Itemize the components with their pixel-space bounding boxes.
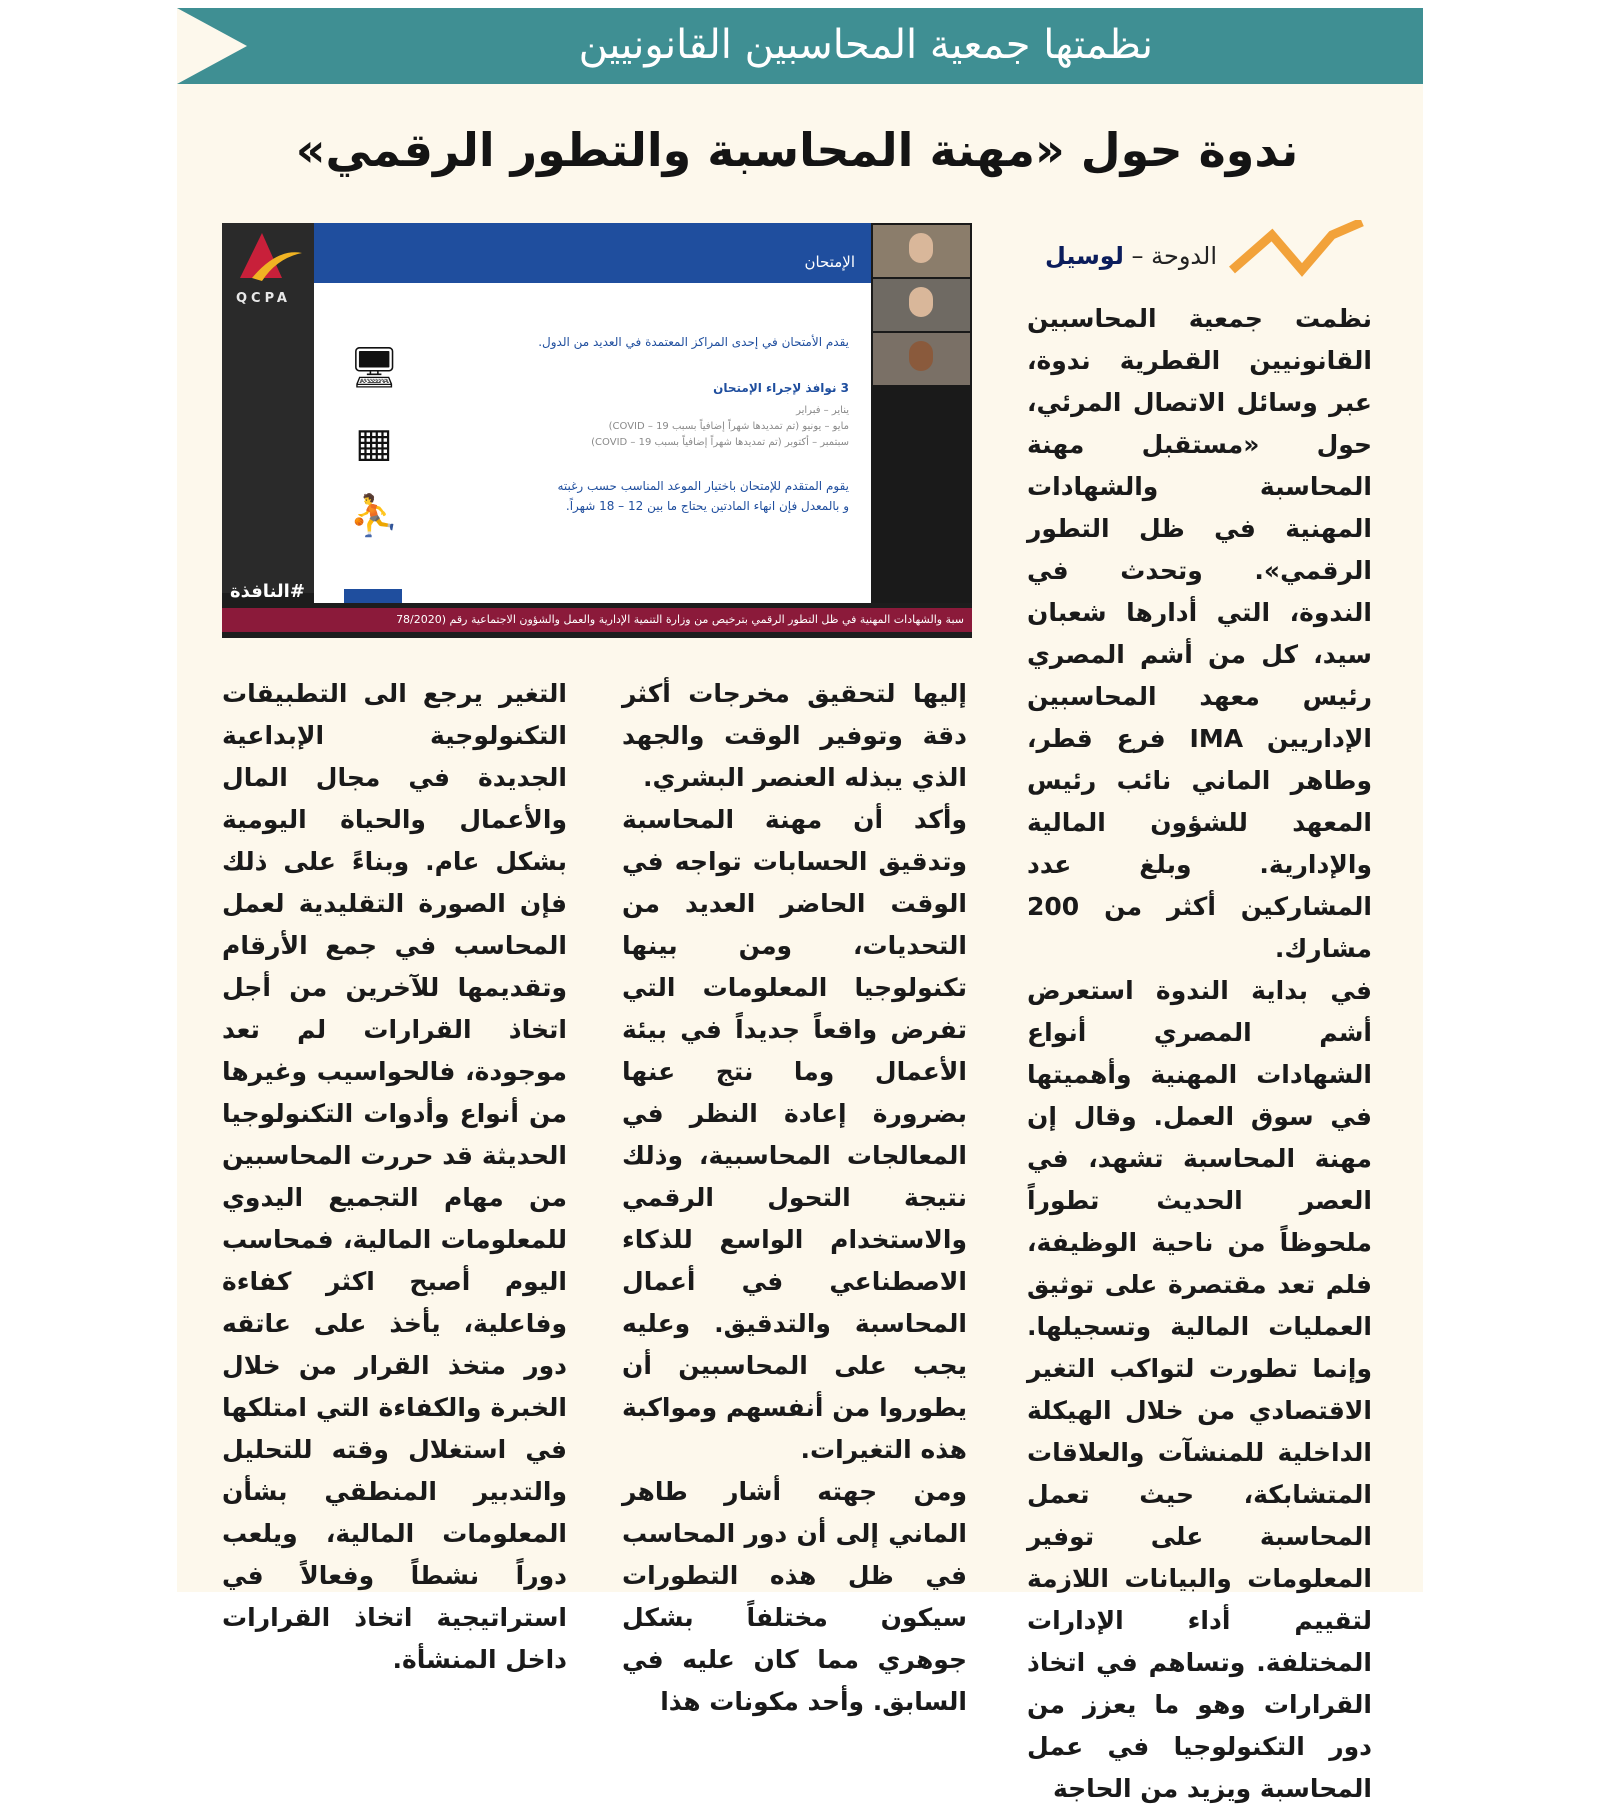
slide-title-bar	[314, 223, 871, 283]
computer-icon: 🖥	[348, 345, 400, 391]
byline-city: الدوحة –	[1123, 242, 1217, 270]
paragraph: في بداية الندوة استعرض أشم المصري أنواع الشهادات المهنية وأهميتها في سوق العمل. وقال إن مهنة المحاسبة تشهد، في العصر الحديث تطوراً ملحوظاً من ناحية الوظيفة، فلم تعد مقتصرة على توثيق العمليات المالية وتسجيلها. وإنما تطورت لتواكب التغير الاقتصادي من خلال الهيكلة الداخلية للمنشآت والعلاقات المتشابكة، حيث تعمل المحاسبة على توفير المعلومات والبيانات اللازمة لتقييم أداء الإدارات المختلفة. وتساهم في اتخاذ القرارات وهو ما يعزز من دور التكنولوجيا في عمل المحاسبة ويزيد من الحاجة	[1027, 976, 1372, 1803]
slide-line: و بالمعدل فإن انهاء المادتين يحتاج ما بين 12 – 18 شهراً.	[565, 499, 849, 513]
article-column-1	[1027, 298, 1372, 1810]
paragraph: ومن جهته أشار طاهر الماني إلى أن دور المحاسب في ظل هذه التطورات سيكون مختلفاً بشكل جوهري مما كان عليه في السابق. وأحد مكونات هذا	[622, 1477, 967, 1716]
qcpa-logo-text: QCPA	[236, 291, 291, 306]
hashtag: #النافذة	[230, 581, 305, 602]
slide-line: سبتمبر – أكتوبر (تم تمديدها شهراً إضافياً بسبب 19 – COVID)	[591, 437, 849, 448]
participant-video	[873, 225, 970, 277]
paragraph: وأكد أن مهنة المحاسبة وتدقيق الحسابات تواجه في الوقت الحاضر العديد من التحديات، ومن بينها تكنولوجيا المعلومات التي تفرض واقعاً جديداً في بيئة الأعمال وما نتج عنها بضرورة إعادة النظر في المعالجات المحاسبية، وذلك نتيجة التحول الرقمي والاستخدام الواسع للذكاء الاصطناعي في أعمال المحاسبة والتدقيق. وعليه يجب على المحاسبين أن يطوروا من أنفسهم ومواكبة هذه التغيرات.	[622, 805, 967, 1464]
banner-title: نظمتها جمعية المحاسبين القانونيين	[578, 22, 1153, 68]
participant-video	[873, 333, 970, 385]
slide-line: يناير – فبراير	[796, 405, 849, 416]
byline-text	[1045, 242, 1217, 270]
paragraph: إليها لتحقيق مخرجات أكثر دقة وتوفير الوقت والجهد الذي يبذله العنصر البشري.	[622, 679, 967, 792]
classroom-icon: ⛹	[349, 493, 399, 539]
calendar-icon: ▦	[355, 420, 393, 466]
slide-line: يقوم المتقدم للإمتحان باختيار الموعد المناسب حسب رغبته	[557, 479, 849, 493]
presentation-slide	[314, 283, 871, 603]
byline	[1027, 220, 1367, 290]
byline-source: لوسيل	[1044, 242, 1124, 270]
article-headline: ندوة حول «مهنة المحاسبة والتطور الرقمي»	[295, 123, 1299, 177]
slide-button	[344, 589, 402, 603]
article-column-2	[622, 673, 967, 1723]
paragraph: التغير يرجع الى التطبيقات التكنولوجية الإبداعية الجديدة في مجال المال والأعمال والحياة اليومية بشكل عام. وبناءً على ذلك فإن الصورة التقليدية لعمل المحاسب في جمع الأرقام وتقديمها للآخرين من أجل اتخاذ القرارات لم تعد موجودة، فالحواسيب وغيرها من أنواع وأدوات التكنولوجيا الحديثة قد حررت المحاسبين من مهام التجميع اليدوي للمعلومات المالية، فمحاسب اليوم أصبح اكثر كفاءة وفاعلية، يأخذ على عاتقه دور متخذ القرار من خلال الخبرة والكفاءة التي امتلكها في استغلال وقته للتحليل والتدبير المنطقي بشأن المعلومات المالية، ويلعب دوراً نشطاً وفعالاً في استراتيجية اتخاذ القرارات داخل المنشأة.	[222, 679, 567, 1674]
section-banner	[177, 8, 1423, 84]
news-ticker: سبة والشهادات المهنية في ظل التطور الرقمي بترخيص من وزارة التنمية الإدارية والعمل والشؤون الاجتماعية رقم (78/2020	[222, 608, 972, 632]
paragraph: نظمت جمعية المحاسبين القانونيين القطرية ندوة، عبر وسائل الاتصال المرئي، حول «مستقبل مهنة المحاسبة والشهادات المهنية في ظل التطور الرقمي». وتحدث في الندوة، التي أدارها شعبان سيد، كل من أشم المصري رئيس معهد المحاسبين الإداريين IMA فرع قطر، وطاهر الماني نائب رئيس المعهد للشؤون المالية والإدارية. وبلغ عدد المشاركين أكثر من 200 مشارك.	[1027, 304, 1372, 963]
participant-video	[873, 279, 970, 331]
video-participants	[871, 223, 972, 603]
qcpa-logo-icon	[222, 223, 314, 293]
slide-title: الإمتحان	[804, 253, 855, 271]
newspaper-page	[177, 8, 1423, 1803]
lusail-logo-icon	[1227, 220, 1367, 280]
slide-line: مايو – يونيو (تم تمديدها شهراً إضافياً بسبب 19 – COVID)	[608, 421, 849, 432]
qcpa-panel	[222, 223, 314, 602]
article-column-3	[222, 673, 567, 1681]
slide-line: يقدم الأمتحان في إحدى المراكز المعتمدة في العديد من الدول.	[538, 335, 849, 349]
article-photo	[222, 223, 972, 638]
slide-line: 3 نوافذ لإجراء الإمتحان	[713, 381, 849, 395]
